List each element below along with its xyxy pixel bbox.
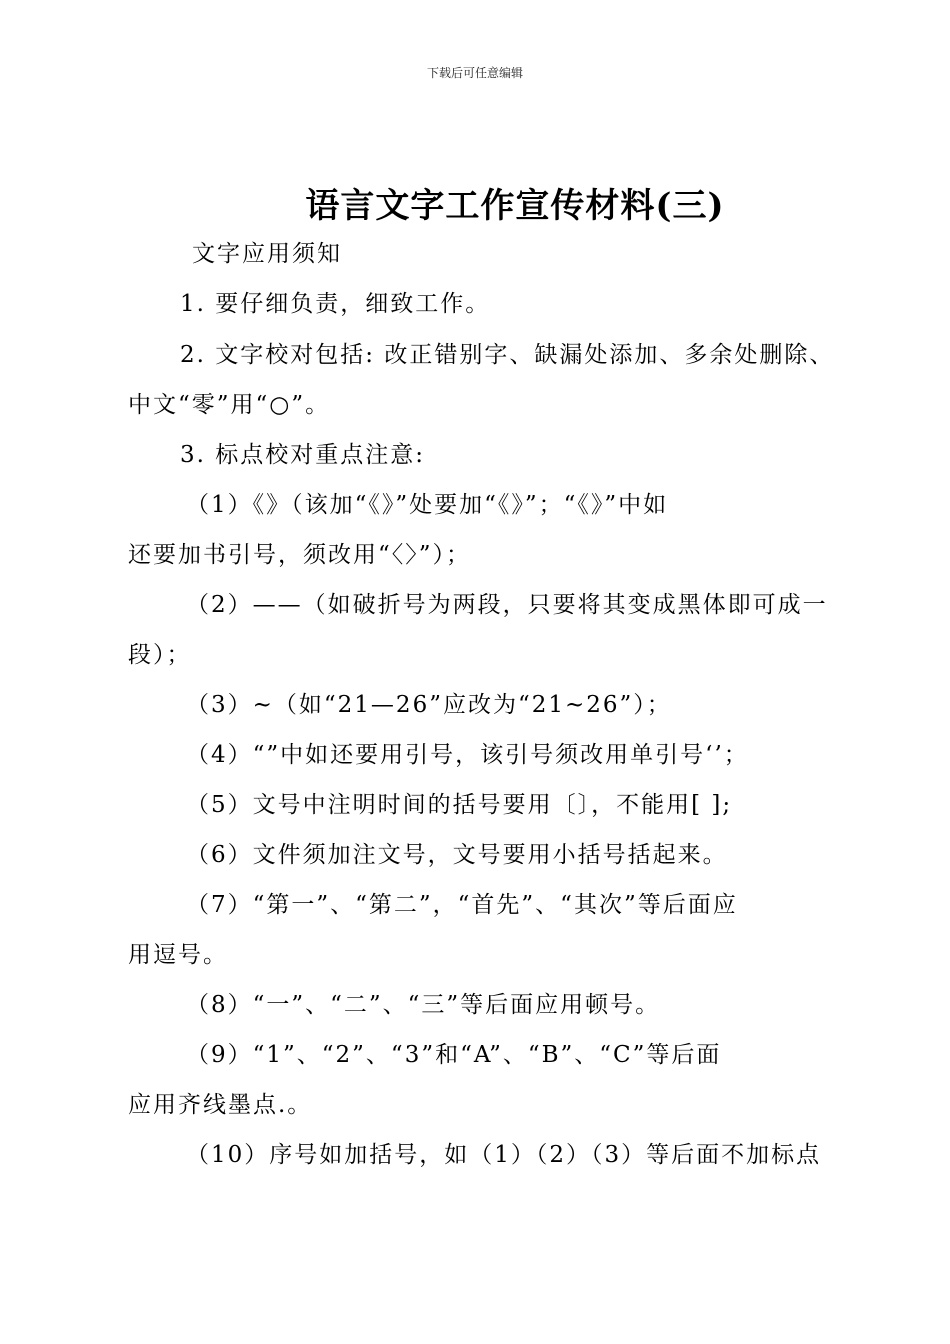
paragraph-line: 应用齐线墨点.。 [128,1092,313,1118]
paragraph-line: （5）文号中注明时间的括号要用〔〕，不能用[ ]; [186,792,733,818]
document-title: 语言文字工作宣传材料(三) [305,186,725,226]
paragraph-line: 1. 要仔细负责，细致工作。 [180,291,491,317]
paragraph-line: （7）“第一”、“第二”，“首先”、“其次”等后面应 [186,892,738,918]
paragraph-line: （4）“”中如还要用引号，该引号须改用单引号‘’； [186,742,749,768]
paragraph-line: 用逗号。 [128,942,228,968]
paragraph-line: 中文“零”用“○”。 [128,392,331,418]
paragraph-line: 还要加书引号，须改用“〈〉”）； [128,542,472,568]
paragraph-line: （8）“一”、“二”、“三”等后面应用顿号。 [186,992,661,1018]
section-heading: 文字应用须知 [192,241,342,267]
page-header-note: 下载后可任意编辑 [426,66,523,80]
paragraph-line: （6）文件须加注文号，文号要用小括号括起来。 [186,842,728,868]
paragraph-line: （10）序号如加括号，如（1）（2）（3）等后面不加标点 [186,1142,822,1168]
paragraph-line: （9）“1”、“2”、“3”和“A”、“B”、“C”等后面 [186,1042,722,1068]
paragraph-line: （3）~（如“21—26”应改为“21~26”）； [186,692,672,718]
paragraph-line: 2. 文字校对包括: 改正错别字、缺漏处添加、多余处删除、 [180,342,835,368]
paragraph-line: （2）——（如破折号为两段，只要将其变成黑体即可成一 [186,592,828,618]
paragraph-line: （1）《》（该加“《》”处要加“《》”；“《》”中如 [186,492,669,518]
paragraph-line: 段）； [128,642,192,668]
paragraph-line: 3. 标点校对重点注意: [180,442,426,468]
